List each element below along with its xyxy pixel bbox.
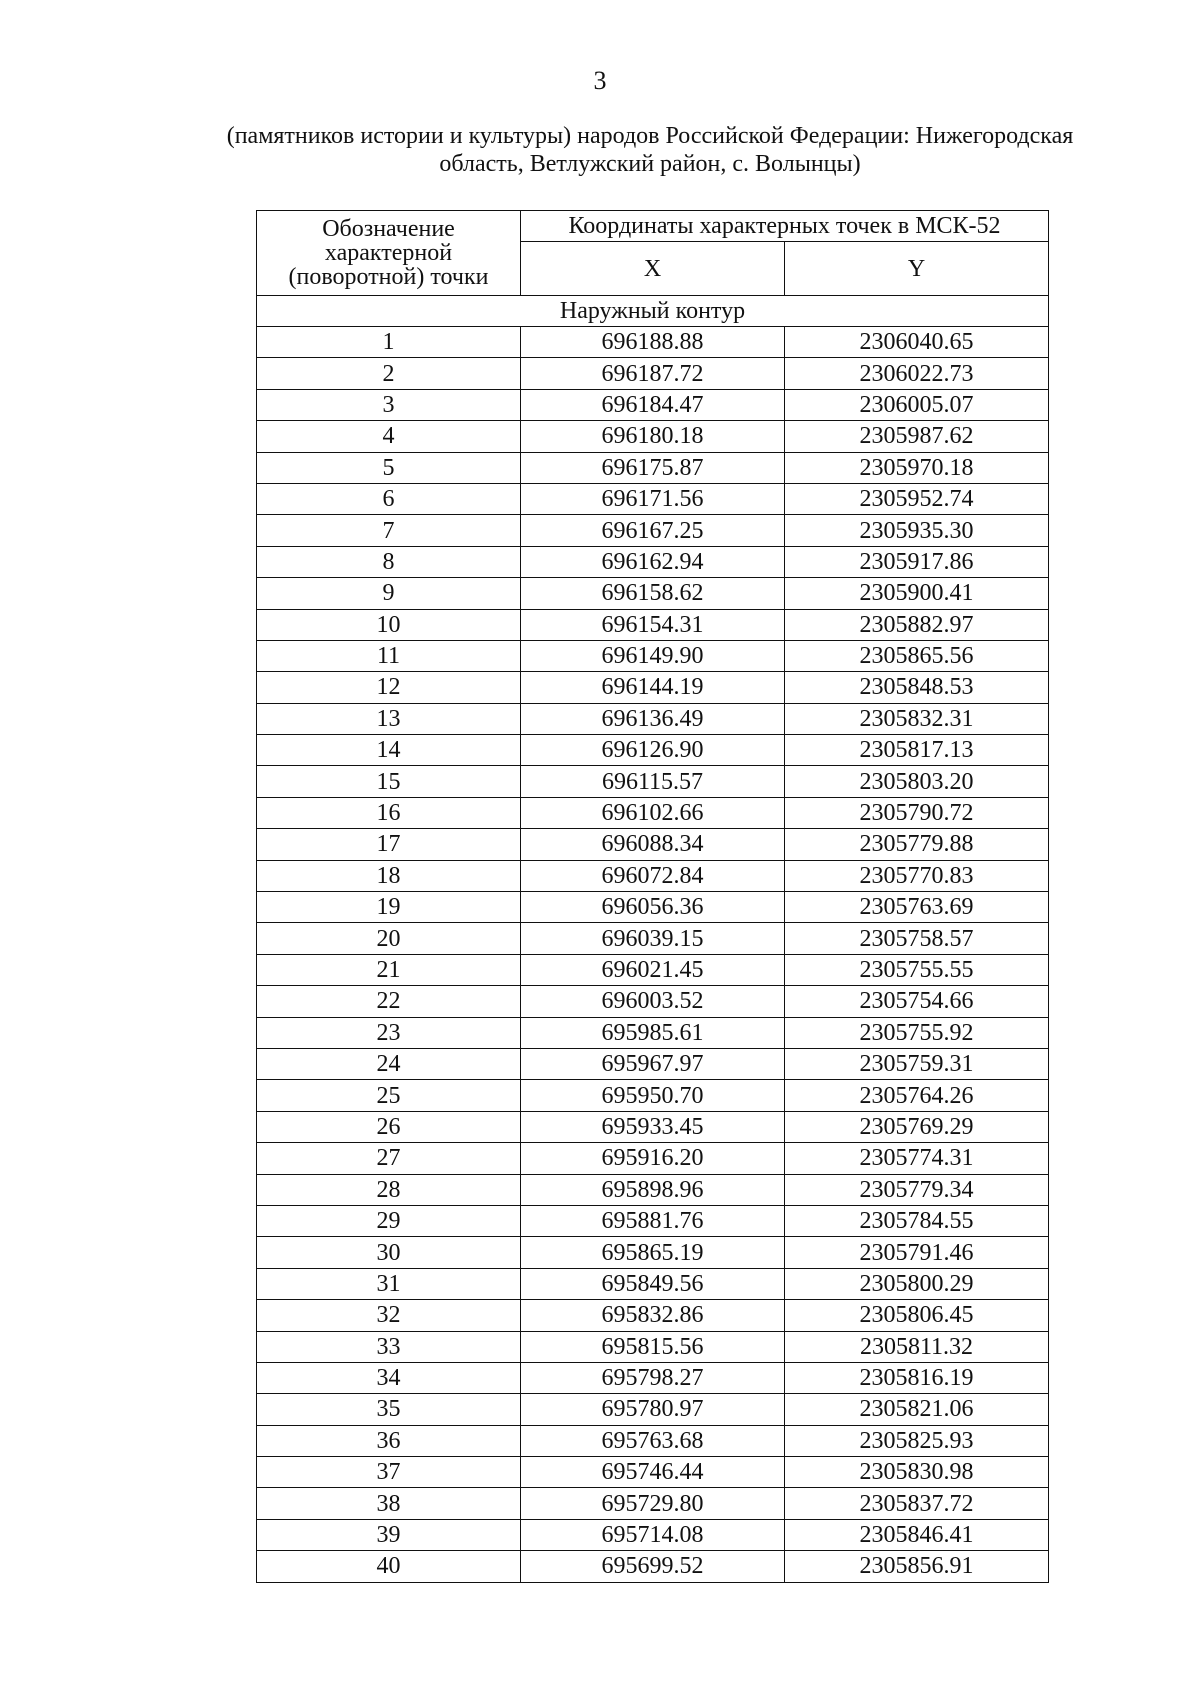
x-coordinate-cell: 695763.68 [521, 1425, 785, 1456]
x-coordinate-cell: 696021.45 [521, 954, 785, 985]
table-row [257, 452, 1049, 483]
x-coordinate-cell: 696072.84 [521, 860, 785, 891]
x-coordinate-cell: 696136.49 [521, 703, 785, 734]
point-number-cell: 12 [257, 672, 521, 703]
point-number-cell: 20 [257, 923, 521, 954]
point-number-cell: 29 [257, 1205, 521, 1236]
table-row [257, 829, 1049, 860]
y-header: Y [785, 242, 1049, 296]
coordinates-rows [257, 327, 1049, 1583]
table-row [257, 1425, 1049, 1456]
y-coordinate-cell: 2305770.83 [785, 860, 1049, 891]
table-row [257, 358, 1049, 389]
point-number-cell: 6 [257, 483, 521, 514]
y-coordinate-cell: 2305790.72 [785, 797, 1049, 828]
table-row [257, 1111, 1049, 1142]
table-row [257, 1268, 1049, 1299]
y-coordinate-cell: 2305821.06 [785, 1394, 1049, 1425]
table-row [257, 797, 1049, 828]
table-row [257, 1394, 1049, 1425]
point-number-cell: 31 [257, 1268, 521, 1299]
y-coordinate-cell: 2305837.72 [785, 1488, 1049, 1519]
x-coordinate-cell: 696175.87 [521, 452, 785, 483]
point-designation-header [257, 211, 521, 296]
table-row [257, 546, 1049, 577]
point-number-cell: 16 [257, 797, 521, 828]
y-coordinate-cell: 2305769.29 [785, 1111, 1049, 1142]
x-coordinate-cell: 695832.86 [521, 1300, 785, 1331]
y-coordinate-cell: 2305791.46 [785, 1237, 1049, 1268]
y-coordinate-cell: 2305806.45 [785, 1300, 1049, 1331]
point-number-cell: 35 [257, 1394, 521, 1425]
y-coordinate-cell: 2305763.69 [785, 892, 1049, 923]
y-coordinate-cell: 2306022.73 [785, 358, 1049, 389]
point-number-cell: 25 [257, 1080, 521, 1111]
point-number-cell: 18 [257, 860, 521, 891]
x-coordinate-cell: 695729.80 [521, 1488, 785, 1519]
point-number-cell: 27 [257, 1143, 521, 1174]
table-row [257, 1300, 1049, 1331]
table-row [257, 986, 1049, 1017]
table-row [257, 327, 1049, 358]
point-number-cell: 19 [257, 892, 521, 923]
point-number-cell: 32 [257, 1300, 521, 1331]
x-coordinate-cell: 695699.52 [521, 1551, 785, 1582]
x-coordinate-cell: 696171.56 [521, 483, 785, 514]
y-coordinate-cell: 2305755.55 [785, 954, 1049, 985]
point-number-cell: 24 [257, 1048, 521, 1079]
point-number-cell: 22 [257, 986, 521, 1017]
point-number-cell: 9 [257, 578, 521, 609]
table-row [257, 1488, 1049, 1519]
x-coordinate-cell: 695916.20 [521, 1143, 785, 1174]
y-coordinate-cell: 2305755.92 [785, 1017, 1049, 1048]
table-row [257, 1143, 1049, 1174]
point-number-cell: 36 [257, 1425, 521, 1456]
x-coordinate-cell: 695849.56 [521, 1268, 785, 1299]
x-coordinate-cell: 695881.76 [521, 1205, 785, 1236]
y-coordinate-cell: 2305830.98 [785, 1457, 1049, 1488]
x-coordinate-cell: 696187.72 [521, 358, 785, 389]
y-coordinate-cell: 2305779.34 [785, 1174, 1049, 1205]
y-coordinate-cell: 2305784.55 [785, 1205, 1049, 1236]
x-coordinate-cell: 695714.08 [521, 1519, 785, 1550]
y-coordinate-cell: 2305764.26 [785, 1080, 1049, 1111]
point-number-cell: 8 [257, 546, 521, 577]
x-coordinate-cell: 695865.19 [521, 1237, 785, 1268]
heading-line-2: область, Ветлужский район, с. Волынцы) [439, 151, 861, 177]
table-row [257, 515, 1049, 546]
x-coordinate-cell: 695780.97 [521, 1394, 785, 1425]
point-number-cell: 5 [257, 452, 521, 483]
y-coordinate-cell: 2305935.30 [785, 515, 1049, 546]
x-coordinate-cell: 695985.61 [521, 1017, 785, 1048]
point-number-cell: 11 [257, 640, 521, 671]
x-coordinate-cell: 696154.31 [521, 609, 785, 640]
y-coordinate-cell: 2305803.20 [785, 766, 1049, 797]
x-coordinate-cell: 696149.90 [521, 640, 785, 671]
table-row [257, 923, 1049, 954]
y-coordinate-cell: 2305817.13 [785, 735, 1049, 766]
table-row [257, 1080, 1049, 1111]
point-number-cell: 7 [257, 515, 521, 546]
table-row [257, 766, 1049, 797]
table-row [257, 1362, 1049, 1393]
table-row [257, 609, 1049, 640]
y-coordinate-cell: 2305882.97 [785, 609, 1049, 640]
y-coordinate-cell: 2306040.65 [785, 327, 1049, 358]
x-coordinate-cell: 696167.25 [521, 515, 785, 546]
x-coordinate-cell: 696188.88 [521, 327, 785, 358]
y-coordinate-cell: 2305779.88 [785, 829, 1049, 860]
y-coordinate-cell: 2306005.07 [785, 389, 1049, 420]
table-row [257, 1205, 1049, 1236]
point-number-cell: 39 [257, 1519, 521, 1550]
x-coordinate-cell: 695746.44 [521, 1457, 785, 1488]
y-coordinate-cell: 2305754.66 [785, 986, 1049, 1017]
page-number: 3 [593, 66, 607, 95]
x-coordinate-cell: 696162.94 [521, 546, 785, 577]
point-number-cell: 10 [257, 609, 521, 640]
document-heading [200, 122, 1100, 178]
table-row [257, 578, 1049, 609]
y-coordinate-cell: 2305865.56 [785, 640, 1049, 671]
x-coordinate-cell: 696003.52 [521, 986, 785, 1017]
x-coordinate-cell: 696158.62 [521, 578, 785, 609]
y-coordinate-cell: 2305800.29 [785, 1268, 1049, 1299]
x-coordinate-cell: 695967.97 [521, 1048, 785, 1079]
table-row [257, 672, 1049, 703]
x-coordinate-cell: 696115.57 [521, 766, 785, 797]
y-coordinate-cell: 2305952.74 [785, 483, 1049, 514]
point-number-cell: 28 [257, 1174, 521, 1205]
y-coordinate-cell: 2305774.31 [785, 1143, 1049, 1174]
x-coordinate-cell: 696180.18 [521, 421, 785, 452]
table-row [257, 954, 1049, 985]
point-number-cell: 14 [257, 735, 521, 766]
point-designation-header-line-2: характерной [324, 240, 453, 266]
heading-line-1: (памятников истории и культуры) народов Российской Федерации: Нижегородская [226, 123, 1074, 149]
y-coordinate-cell: 2305811.32 [785, 1331, 1049, 1362]
table-row [257, 389, 1049, 420]
table-row [257, 892, 1049, 923]
y-coordinate-cell: 2305816.19 [785, 1362, 1049, 1393]
table-row [257, 640, 1049, 671]
x-coordinate-cell: 695898.96 [521, 1174, 785, 1205]
point-number-cell: 23 [257, 1017, 521, 1048]
table-row [257, 421, 1049, 452]
point-number-cell: 15 [257, 766, 521, 797]
x-coordinate-cell: 695815.56 [521, 1331, 785, 1362]
point-number-cell: 33 [257, 1331, 521, 1362]
point-number-cell: 30 [257, 1237, 521, 1268]
point-number-cell: 34 [257, 1362, 521, 1393]
point-number-cell: 4 [257, 421, 521, 452]
section-title: Наружный контур [257, 296, 1049, 327]
y-coordinate-cell: 2305825.93 [785, 1425, 1049, 1456]
point-designation-header-line-3: (поворотной) точки [288, 264, 489, 290]
y-coordinate-cell: 2305848.53 [785, 672, 1049, 703]
table-row [257, 735, 1049, 766]
y-coordinate-cell: 2305832.31 [785, 703, 1049, 734]
table-row [257, 1237, 1049, 1268]
y-coordinate-cell: 2305758.57 [785, 923, 1049, 954]
table-row [257, 703, 1049, 734]
point-number-cell: 17 [257, 829, 521, 860]
x-coordinate-cell: 696184.47 [521, 389, 785, 420]
point-number-cell: 3 [257, 389, 521, 420]
point-number-cell: 13 [257, 703, 521, 734]
y-coordinate-cell: 2305856.91 [785, 1551, 1049, 1582]
x-header: X [521, 242, 785, 296]
point-number-cell: 2 [257, 358, 521, 389]
point-number-cell: 37 [257, 1457, 521, 1488]
x-coordinate-cell: 696126.90 [521, 735, 785, 766]
table-row [257, 1048, 1049, 1079]
y-coordinate-cell: 2305759.31 [785, 1048, 1049, 1079]
x-coordinate-cell: 696039.15 [521, 923, 785, 954]
table-row [257, 1551, 1049, 1582]
x-coordinate-cell: 695798.27 [521, 1362, 785, 1393]
x-coordinate-cell: 695950.70 [521, 1080, 785, 1111]
x-coordinate-cell: 695933.45 [521, 1111, 785, 1142]
x-coordinate-cell: 696088.34 [521, 829, 785, 860]
y-coordinate-cell: 2305917.86 [785, 546, 1049, 577]
x-coordinate-cell: 696144.19 [521, 672, 785, 703]
table-row [257, 1017, 1049, 1048]
y-coordinate-cell: 2305970.18 [785, 452, 1049, 483]
point-number-cell: 21 [257, 954, 521, 985]
y-coordinate-cell: 2305900.41 [785, 578, 1049, 609]
table-row [257, 1174, 1049, 1205]
point-number-cell: 1 [257, 327, 521, 358]
point-designation-header-line-1: Обозначение [322, 216, 455, 242]
point-number-cell: 26 [257, 1111, 521, 1142]
y-coordinate-cell: 2305987.62 [785, 421, 1049, 452]
point-number-cell: 40 [257, 1551, 521, 1582]
table-row [257, 483, 1049, 514]
coordinates-header: Координаты характерных точек в МСК-52 [521, 211, 1049, 242]
y-coordinate-cell: 2305846.41 [785, 1519, 1049, 1550]
point-number-cell: 38 [257, 1488, 521, 1519]
x-coordinate-cell: 696056.36 [521, 892, 785, 923]
coordinates-table [256, 210, 1049, 1583]
table-row [257, 1519, 1049, 1550]
table-row [257, 1331, 1049, 1362]
table-row [257, 1457, 1049, 1488]
table-row [257, 860, 1049, 891]
x-coordinate-cell: 696102.66 [521, 797, 785, 828]
